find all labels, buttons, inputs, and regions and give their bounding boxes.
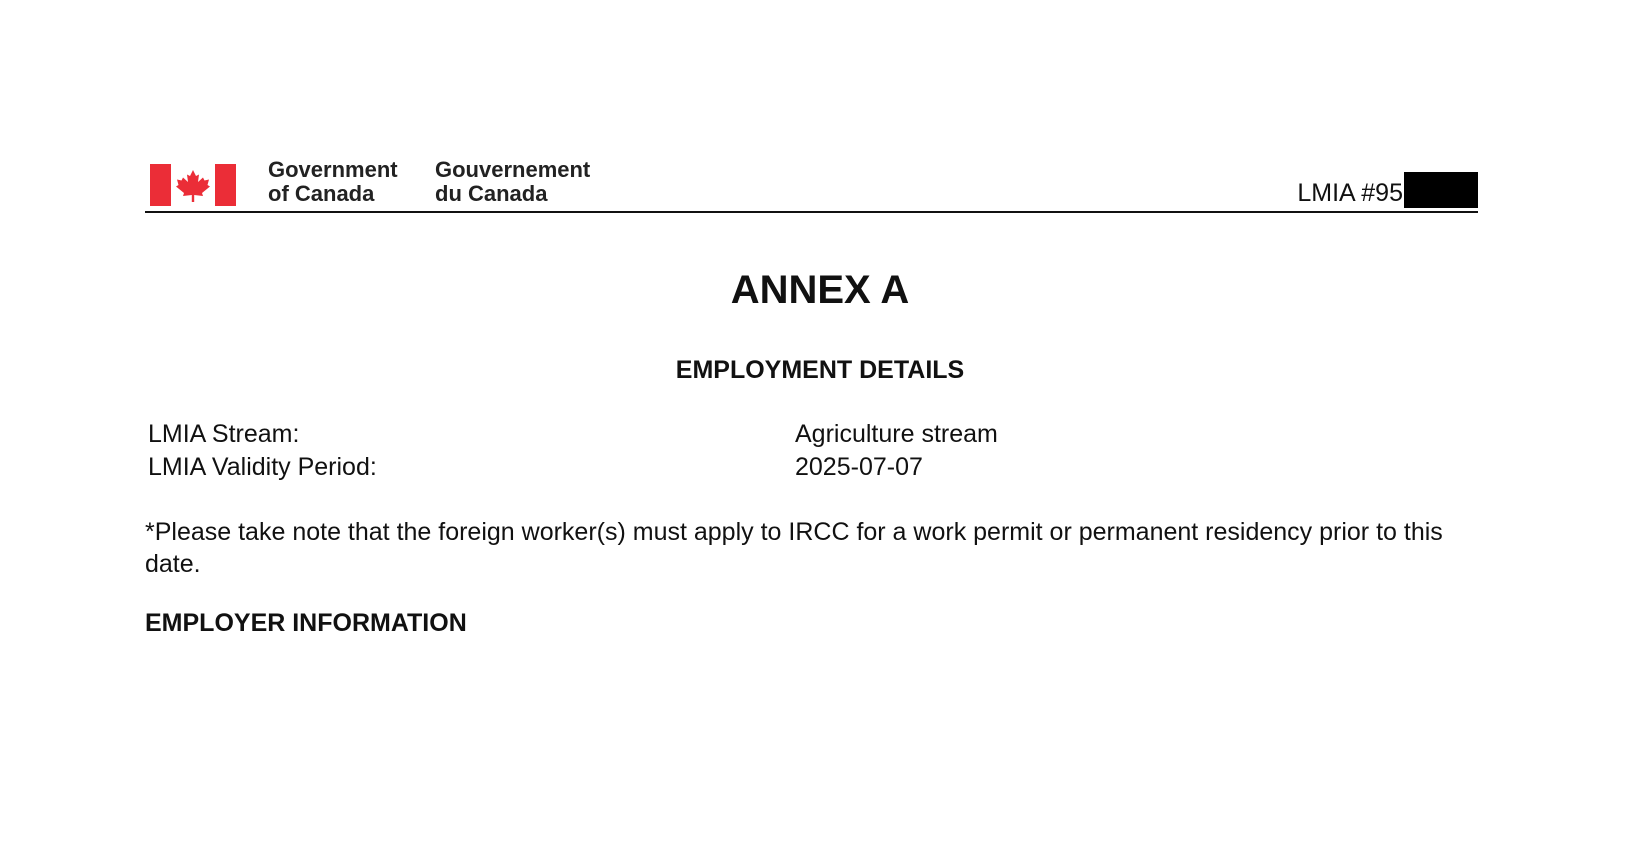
wordmark-en-line2: of Canada xyxy=(268,181,375,206)
wordmark-fr-line1: Gouvernement xyxy=(435,157,591,182)
employment-details-heading: EMPLOYMENT DETAILS xyxy=(675,356,965,384)
detail-label: LMIA Stream: xyxy=(148,420,300,448)
document-header xyxy=(145,158,1478,212)
redaction-box xyxy=(1404,172,1478,208)
detail-label: LMIA Validity Period: xyxy=(148,453,377,481)
government-of-canada-wordmark xyxy=(268,158,398,206)
detail-row-lmia-stream xyxy=(148,420,1448,454)
wordmark-fr-line2: du Canada xyxy=(435,181,548,206)
header-divider xyxy=(145,211,1478,213)
employer-information-heading: EMPLOYER INFORMATION xyxy=(145,609,467,637)
wordmark-en-line1: Government xyxy=(268,157,398,182)
validity-note: *Please take note that the foreign worker(s) must apply to IRCC for a work permit or permanent residency prior to this date. xyxy=(145,518,1443,578)
page-title: ANNEX A xyxy=(730,268,910,312)
detail-row-lmia-validity xyxy=(148,453,1448,487)
gouvernement-du-canada-wordmark xyxy=(435,158,590,206)
lmia-number: LMIA #95 xyxy=(1297,179,1403,207)
canada-flag-icon xyxy=(150,164,236,206)
detail-value: 2025-07-07 xyxy=(795,453,923,481)
detail-value: Agriculture stream xyxy=(795,420,998,448)
